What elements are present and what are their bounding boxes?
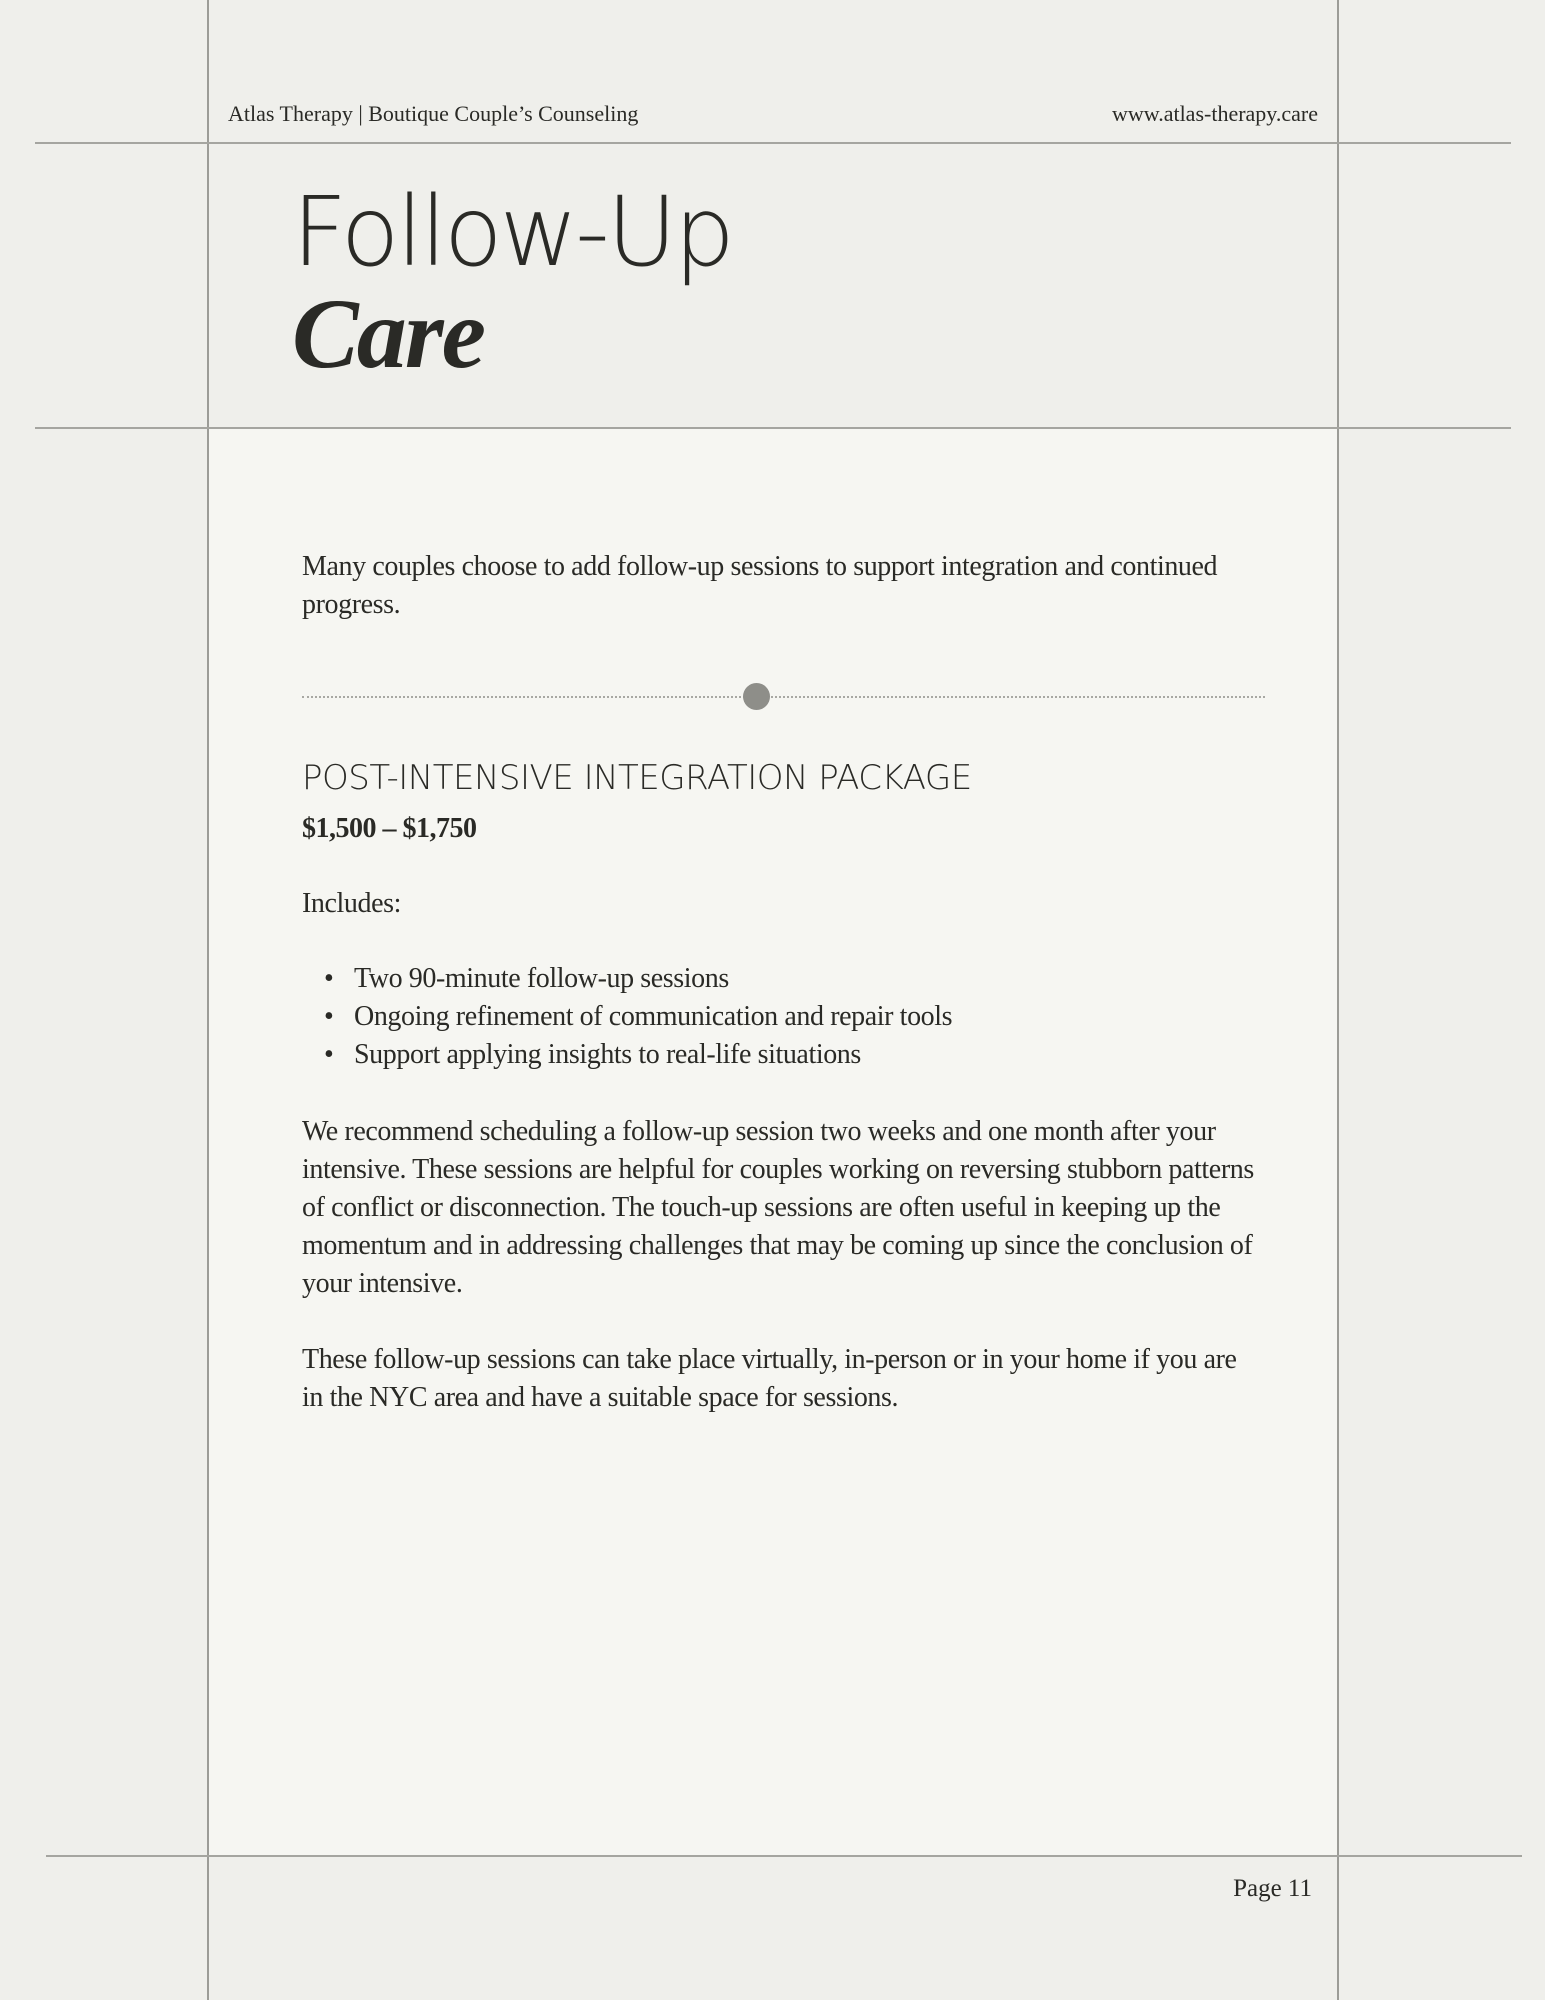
- header-url[interactable]: www.atlas-therapy.care: [1111, 101, 1318, 126]
- includes-list: [302, 960, 952, 1074]
- title-bottom-rule: [35, 427, 1511, 429]
- intro-paragraph: Many couples choose to add follow-up sessions to support integration and continued progress.: [302, 551, 1218, 620]
- title-line-1: Follow-Up: [292, 176, 732, 288]
- includes-label: Includes:: [302, 888, 402, 919]
- package-price: $1,500 – $1,750: [302, 813, 477, 844]
- page-number: Page 11: [1233, 1875, 1312, 1902]
- list-item: [302, 998, 952, 1036]
- bullet-icon: •: [324, 963, 334, 994]
- footer-rule: [46, 1855, 1522, 1857]
- list-item-text: Two 90-minute follow-up sessions: [354, 963, 729, 994]
- package-title: POST-INTENSIVE INTEGRATION PACKAGE: [302, 758, 972, 798]
- location-paragraph: These follow-up sessions can take place virtually, in-person or in your home if you are in the NYC area and have a suitable space for sessions.: [302, 1344, 1237, 1413]
- bullet-icon: •: [324, 1039, 334, 1070]
- divider-dot: [743, 683, 770, 710]
- header-brand: Atlas Therapy | Boutique Couple’s Counseling: [228, 101, 639, 126]
- title-line-2: Care: [292, 278, 484, 389]
- bullet-icon: •: [324, 1001, 334, 1032]
- list-item-text: Support applying insights to real-life situations: [354, 1039, 861, 1070]
- right-margin-rule: [1337, 0, 1339, 2000]
- section-divider: [302, 696, 1265, 698]
- list-item: [302, 1036, 952, 1074]
- recommendation-paragraph: We recommend scheduling a follow-up session two weeks and one month after your intensive. These sessions are helpful for couples working on reversing stubborn patterns of conflict or disconnection. The touch-up sessions are often useful in keeping up the momentum and in addressing challenges that may be coming up since the conclusion of your intensive.: [302, 1116, 1254, 1299]
- header-rule: [35, 142, 1511, 144]
- list-item-text: Ongoing refinement of communication and repair tools: [354, 1001, 953, 1032]
- left-margin-rule: [207, 0, 209, 2000]
- list-item: [302, 960, 952, 998]
